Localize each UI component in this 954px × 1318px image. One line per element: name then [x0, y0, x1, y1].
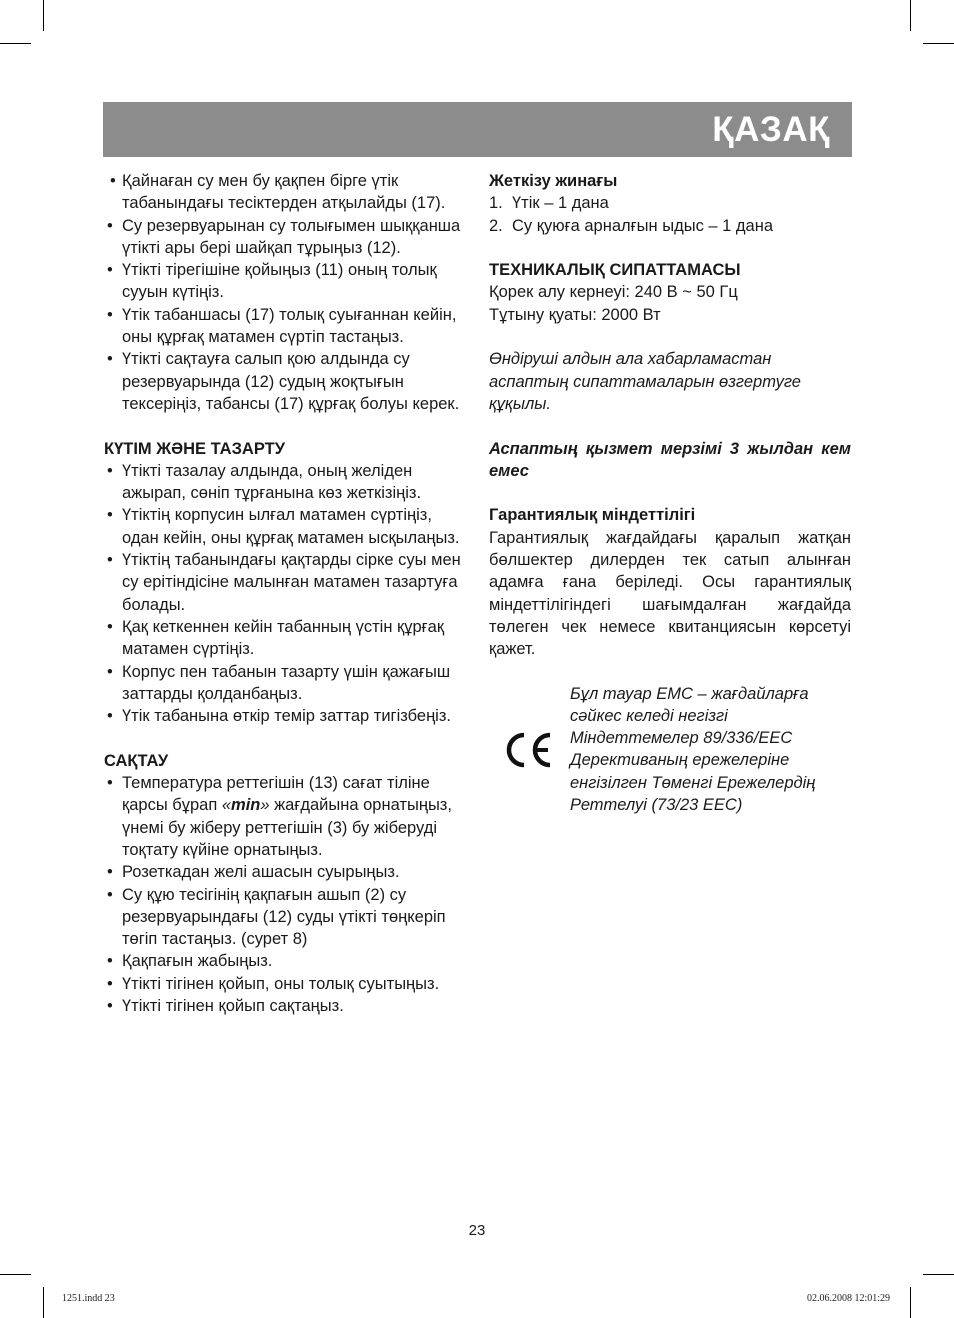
item-text: Үтік – 1 дана — [512, 194, 609, 213]
list-item: • Үтікті тірегішіне қойыңыз (11) оның толық сууын күтіңіз. — [104, 259, 466, 304]
slug-date: 02.06.2008 12:01:29 — [806, 1293, 890, 1304]
list-item — [489, 215, 851, 237]
tech-voltage: Қорек алу кернеуі: 240 В ~ 50 Гц — [489, 283, 738, 302]
left-column — [104, 170, 466, 1017]
min-setting: min — [231, 796, 261, 815]
warranty-heading: Гарантиялық міндеттілігі — [489, 506, 696, 525]
list-item: • Су құю тесігінің қақпағын ашып (2) су резервуарындағы (12) суды үтікті төңкеріп төгіп тастаңыз. (сурет 8) — [104, 884, 466, 951]
list-item: • Үтік табаншасы (17) толық суығаннан кейін, оны құрғақ матамен сүртіп тастаңыз. — [104, 304, 466, 349]
language-title: ҚАЗАҚ — [712, 110, 830, 149]
care-list — [104, 460, 466, 728]
list-item: • Үтікті тігінен қойып, оны толық суытыңыз. — [104, 973, 466, 995]
list-item: • Үтіктің корпусин ылғал матамен сүртіңіз, одан кейін, оны құрғақ матамен ысқылаңыз. — [104, 504, 466, 549]
tech-power: Тұтыну қуаты: 2000 Вт — [489, 305, 661, 324]
crop-mark — [0, 43, 31, 44]
list-item: • Үтік табанына өткір темір заттар тигізбеңіз. — [104, 705, 466, 727]
crop-mark — [923, 43, 954, 44]
slug-file: 1251.indd 23 — [62, 1293, 115, 1304]
list-item: • Үтіктің табанындағы қақтарды сірке суы мен су ерітіндісіне малынған матамен тазартуға болады. — [104, 549, 466, 616]
crop-mark — [0, 1274, 31, 1275]
item-text: Су қуюға арналғын ыдыс – 1 дана — [512, 216, 774, 235]
service-life: Аспаптың қызмет мерзімі 3 жылдан кем емес — [489, 439, 851, 480]
list-item: • Үтікті сақтауға салып қою алдында су резервуарында (12) судың жоқтығын тексеріңіз, табансы (17) құрғақ болуы керек. — [104, 348, 466, 415]
list-item: • Үтікті тігінен қойып сақтаңыз. — [104, 995, 466, 1017]
crop-mark — [43, 0, 44, 31]
page-number: 23 — [468, 1222, 486, 1239]
open-quote: « — [221, 796, 232, 815]
delivery-heading: Жеткізу жинағы — [489, 172, 618, 190]
list-item: • Розеткадан желі ашасын суырыңыз. — [104, 861, 466, 883]
list-item: • Қақпағын жабыңыз. — [104, 950, 466, 972]
crop-mark — [910, 1287, 911, 1318]
delivery-list — [489, 192, 851, 237]
crop-mark — [43, 1287, 44, 1318]
storage-list — [104, 772, 466, 1017]
crop-mark — [910, 0, 911, 31]
list-item: • Қақ кеткеннен кейін табанның үстін құрғақ матамен сүртіңіз. — [104, 616, 466, 661]
ce-text: Бұл тауар ЕМС – жағдайларға сәйкес келеді негізгі Міндеттемелер 89/336/ЕЕС Дерективаның ережелеріне енгізілген Төменгі Ережелердің Реттелуі (73/23 ЕЕС) — [570, 684, 816, 815]
ce-mark-icon — [503, 730, 555, 770]
storage-heading: САҚТАУ — [104, 751, 169, 770]
manufacturer-note: Өндіруші алдын ала хабарламастан аспаптың сипаттамаларын өзгертуге құқылы. — [489, 350, 801, 413]
storage-text: Температура реттегішін (13) сағат тіліне қарсы бұрап — [122, 774, 430, 815]
language-header-bar — [103, 102, 852, 157]
close-quote: » — [260, 796, 270, 815]
crop-mark — [923, 1274, 954, 1275]
intro-list — [104, 170, 466, 415]
ce-compliance — [489, 683, 851, 817]
tech-heading: ТЕХНИКАЛЫҚ СИПАТТАМАСЫ — [489, 261, 741, 280]
list-item: • Корпус пен табанын тазарту үшін қажағыш заттарды қолданбаңыз. — [104, 661, 466, 706]
item-number: 1. — [489, 194, 503, 213]
list-item: • Су резервуарынан су толығымен шыққанша үтікті ары бері шайқап тұрыңыз (12). — [104, 215, 466, 260]
list-item — [489, 192, 851, 214]
storage-text: жағдайына орнатыңыз, үнемі бу жіберу реттегішін (3) бу жіберуді тоқтату күйіне орнатыңыз. — [122, 796, 452, 859]
list-item — [104, 772, 466, 861]
list-item: • Қайнаған су мен бу қақпен бірге үтік табанындағы тесіктерден атқылайды (17). — [104, 170, 466, 215]
item-number: 2. — [489, 216, 503, 235]
right-column — [489, 170, 851, 816]
list-item: • Үтікті тазалау алдында, оның желіден ажырап, сөніп тұрғанына көз жеткізіңіз. — [104, 460, 466, 505]
care-heading: КҮТІМ ЖӘНЕ ТАЗАРТУ — [104, 439, 285, 458]
warranty-text: Гарантиялық жағдайдағы қаралып жатқан бөлшектер дилерден тек сатып алынған адамға ғана беріледі. Осы гарантиялық міндеттілігіндегі шағымдалған жағдайда төлеген чек немесе квитанциясын көрсетуі қажет. — [489, 528, 851, 659]
